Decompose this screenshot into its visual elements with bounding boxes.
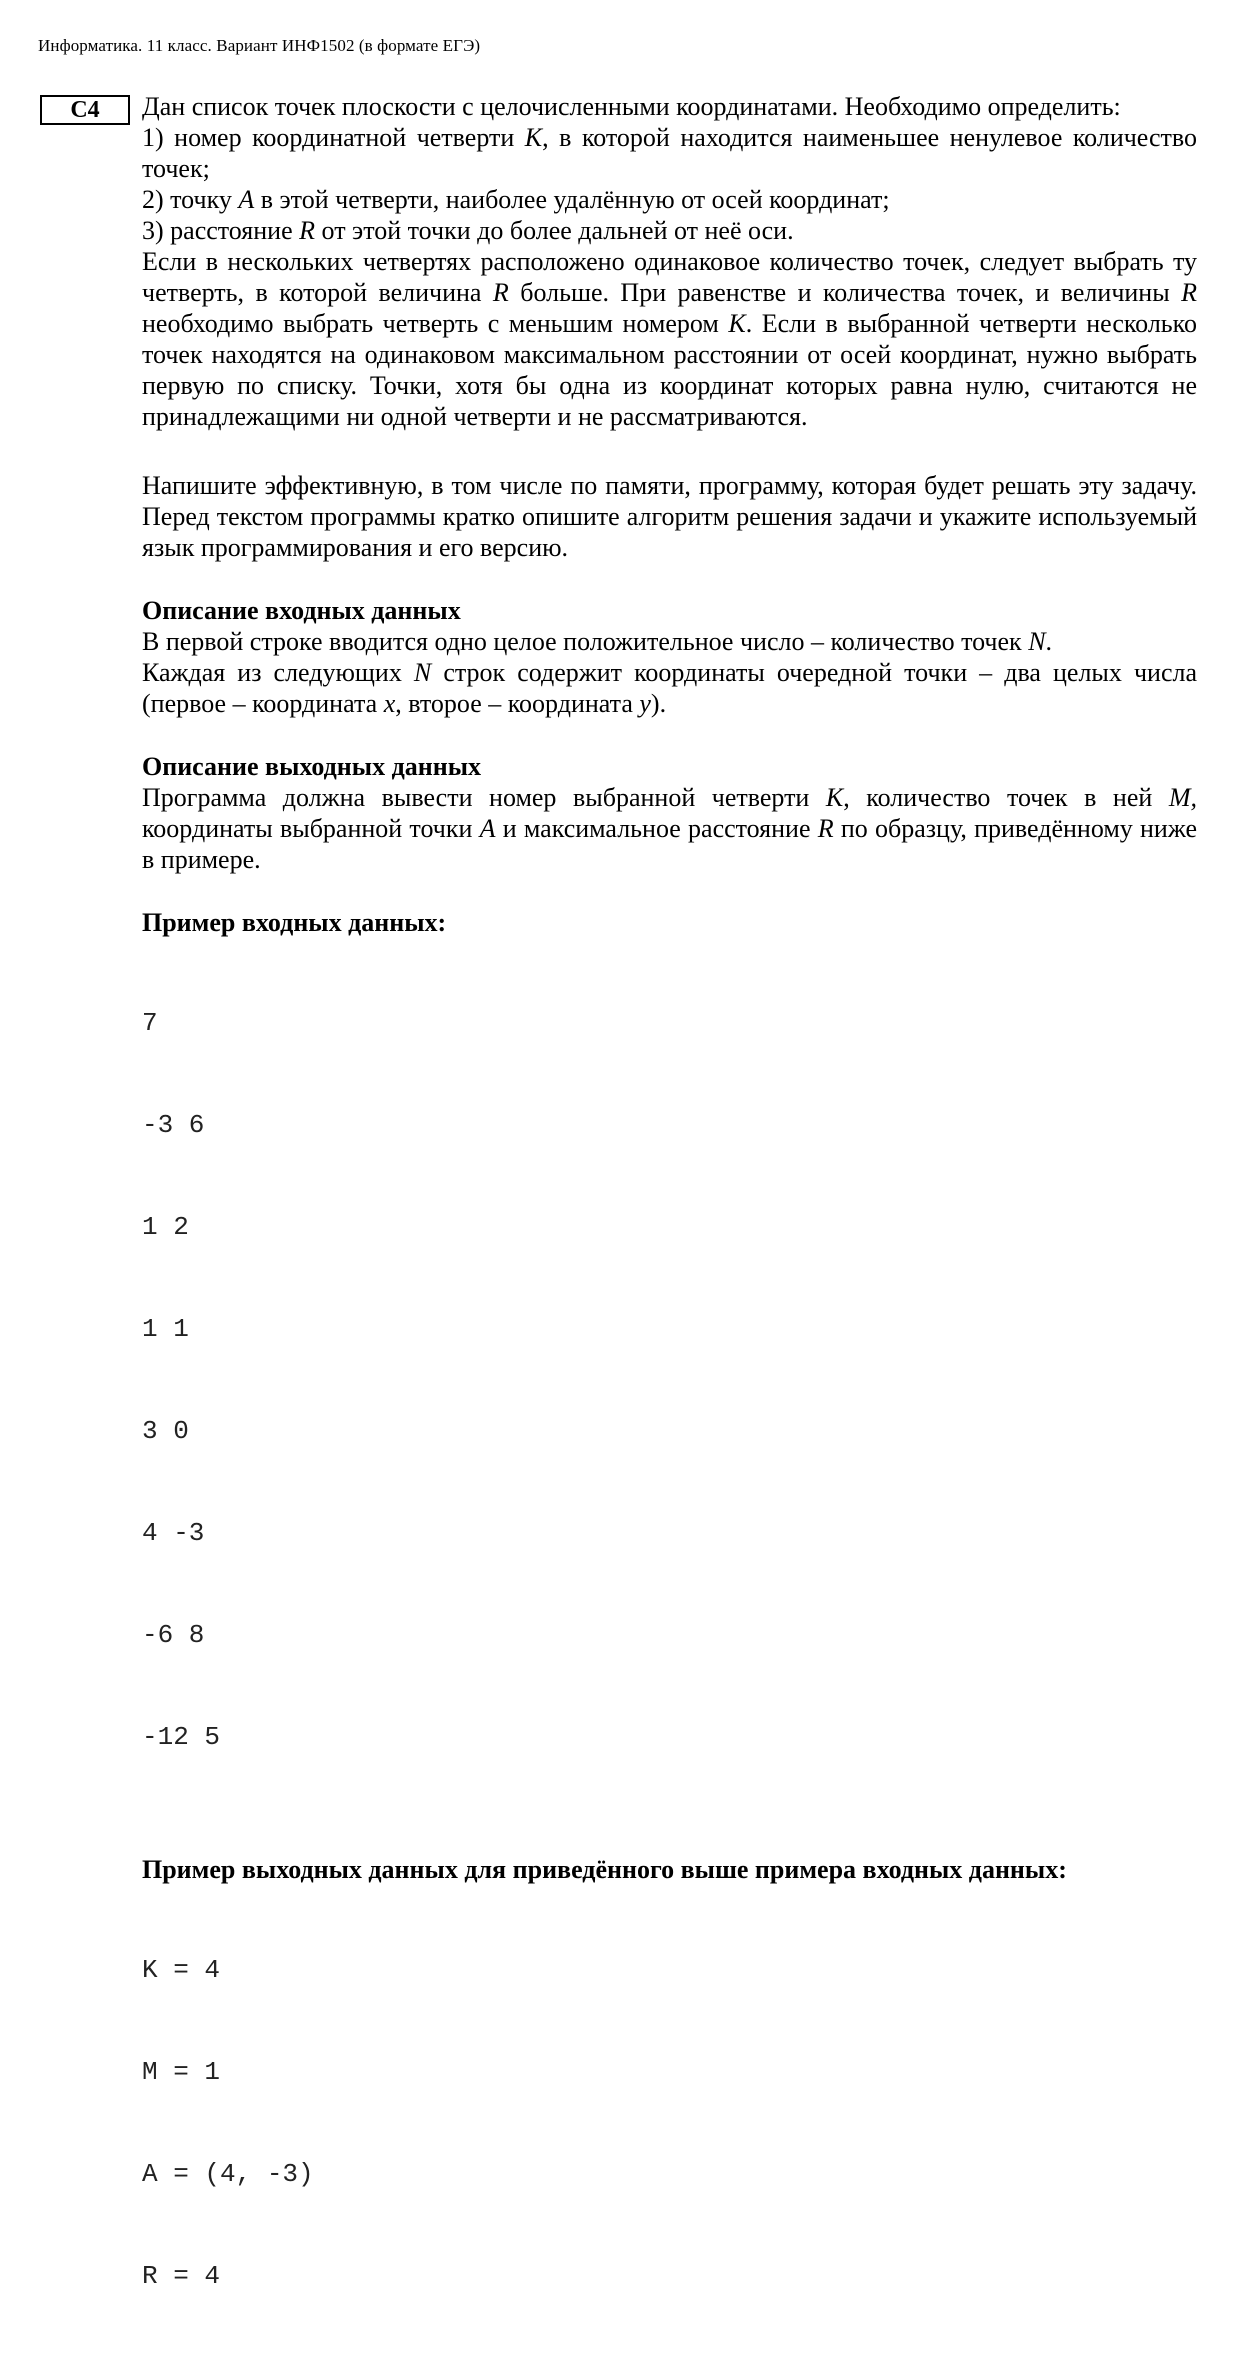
- page-header: Информатика. 11 класс. Вариант ИНФ1502 (в формате ЕГЭ): [38, 36, 481, 55]
- example-input-line: 4 -3: [142, 1518, 205, 1548]
- task-rules: Если в нескольких четвертях расположено одинаковое количество точек, следует выбрать ту четверть, в которой величина R больше. При равенстве и количества точек, и величины R необходимо выбрать четверть с меньшим номером K. Если в выбранной четверти несколько точек находятся на одинаковом максимальном расстоянии от осей координат, нужно выбрать первую по списку. Точки, хотя бы одна из координат которых равна нулю, считаются не принадлежащими ни одной четверти и не рассматриваются.: [142, 247, 1198, 431]
- example-output-line: M = 1: [142, 2057, 221, 2087]
- input-desc-heading: Описание входных данных: [142, 596, 461, 625]
- example-output-block: [142, 1885, 1197, 2361]
- example-input-block: [142, 938, 1197, 1822]
- example-input-line: 1 1: [142, 1314, 189, 1344]
- task-content: [142, 91, 1197, 2361]
- output-desc-text: Программа должна вывести номер выбранной четверти K, количество точек в ней M, координаты выбранной точки A и максимальное расстояние R по образцу, приведённому ниже в примере.: [142, 783, 1197, 874]
- input-desc-line-2: Каждая из следующих N строк содержит координаты очередной точки – два целых числа (первое – координата x, второе – координата y).: [142, 658, 1197, 718]
- example-output-line: A = (4, -3): [142, 2159, 314, 2189]
- task-number-badge: С4: [40, 95, 130, 125]
- input-desc-line-1: В первой строке вводится одно целое положительное число – количество точек N.: [142, 627, 1053, 656]
- example-input-line: -12 5: [142, 1722, 221, 1752]
- example-input-line: 1 2: [142, 1212, 189, 1242]
- example-output-line: R = 4: [142, 2261, 221, 2291]
- example-output-heading: Пример выходных данных для приведённого выше примера входных данных:: [142, 1855, 1067, 1884]
- example-output-line: K = 4: [142, 1955, 221, 1985]
- task-intro: Дан список точек плоскости с целочисленными координатами. Необходимо определить:: [142, 92, 1121, 121]
- example-input-line: 7: [142, 1008, 158, 1038]
- program-request: Напишите эффективную, в том числе по памяти, программу, которая будет решать эту задачу. Перед текстом программы кратко опишите алгоритм решения задачи и укажите используемый язык программирования и его версию.: [142, 471, 1197, 562]
- example-input-line: -6 8: [142, 1620, 205, 1650]
- task-item-2: 2) точку A в этой четверти, наиболее удалённую от осей координат;: [142, 185, 890, 214]
- output-desc-heading: Описание выходных данных: [142, 752, 481, 781]
- task-item-1: 1) номер координатной четверти K, в которой находится наименьшее ненулевое количество точек;: [142, 123, 1197, 183]
- example-input-heading: Пример входных данных:: [142, 908, 447, 937]
- example-input-line: 3 0: [142, 1416, 189, 1446]
- task-item-3: 3) расстояние R от этой точки до более дальней от неё оси.: [142, 216, 794, 245]
- example-input-line: -3 6: [142, 1110, 205, 1140]
